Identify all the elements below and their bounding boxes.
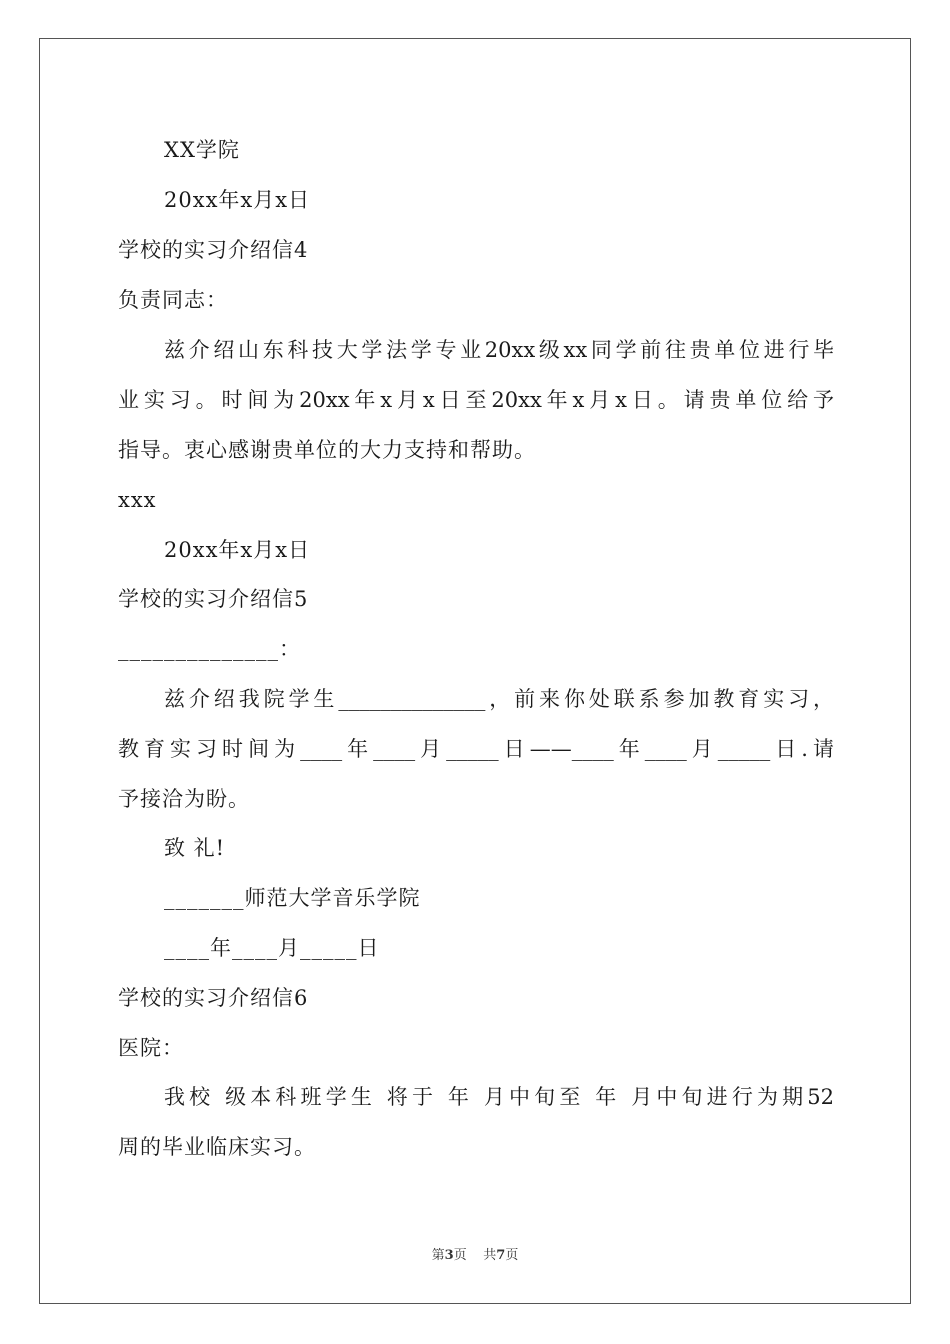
signature-school-5: _______师范大学音乐学院: [164, 886, 421, 910]
body-line-4-2: 业实习。时间为20xx年x月x日至20xx年x月x日。请贵单位给予: [118, 388, 834, 412]
signature-date-4: 20xx年x月x日: [164, 538, 311, 562]
letter-title-5: 学校的实习介绍信5: [118, 587, 309, 611]
total-prefix: 共: [483, 1248, 497, 1263]
salutation-5: ______________：: [118, 637, 301, 661]
body-line-4-1: 兹介绍山东科技大学法学专业20xx级xx同学前往贵单位进行毕: [164, 338, 834, 362]
page-prefix: 第: [431, 1248, 445, 1263]
page-footer: [0, 1247, 950, 1265]
signature-date-5: ____年____月_____日: [164, 936, 380, 960]
page-border: [39, 38, 911, 1304]
letter-title-6: 学校的实习介绍信6: [118, 986, 309, 1010]
page-unit: 页: [453, 1248, 467, 1263]
body-line-4-3: 指导。衷心感谢贵单位的大力支持和帮助。: [118, 438, 536, 462]
body-line-6-2: 周的毕业临床实习。: [118, 1135, 316, 1159]
signature-school: XX学院: [164, 138, 240, 162]
salutation-4: 负责同志：: [118, 288, 228, 312]
page-current: 3: [444, 1248, 454, 1263]
salutation-6: 医院：: [118, 1036, 184, 1060]
body-line-6-1: 我校 级本科班学生 将于 年 月中旬至 年 月中旬进行为期52: [164, 1085, 834, 1109]
letter-title-4: 学校的实习介绍信4: [118, 238, 309, 262]
page-total: 7: [496, 1248, 506, 1263]
body-line-5-1: 兹介绍我院学生______________，前来你处联系参加教育实习，: [164, 687, 834, 711]
total-unit: 页: [505, 1248, 519, 1263]
signature-name-4: xxx: [118, 488, 157, 512]
body-line-5-3: 予接洽为盼。: [118, 787, 250, 811]
signature-date: 20xx年x月x日: [164, 188, 311, 212]
body-line-5-2: 教育实习时间为____年____月_____日——____年____月_____日.请: [118, 737, 834, 761]
closing-5: 致 礼!: [164, 836, 226, 860]
